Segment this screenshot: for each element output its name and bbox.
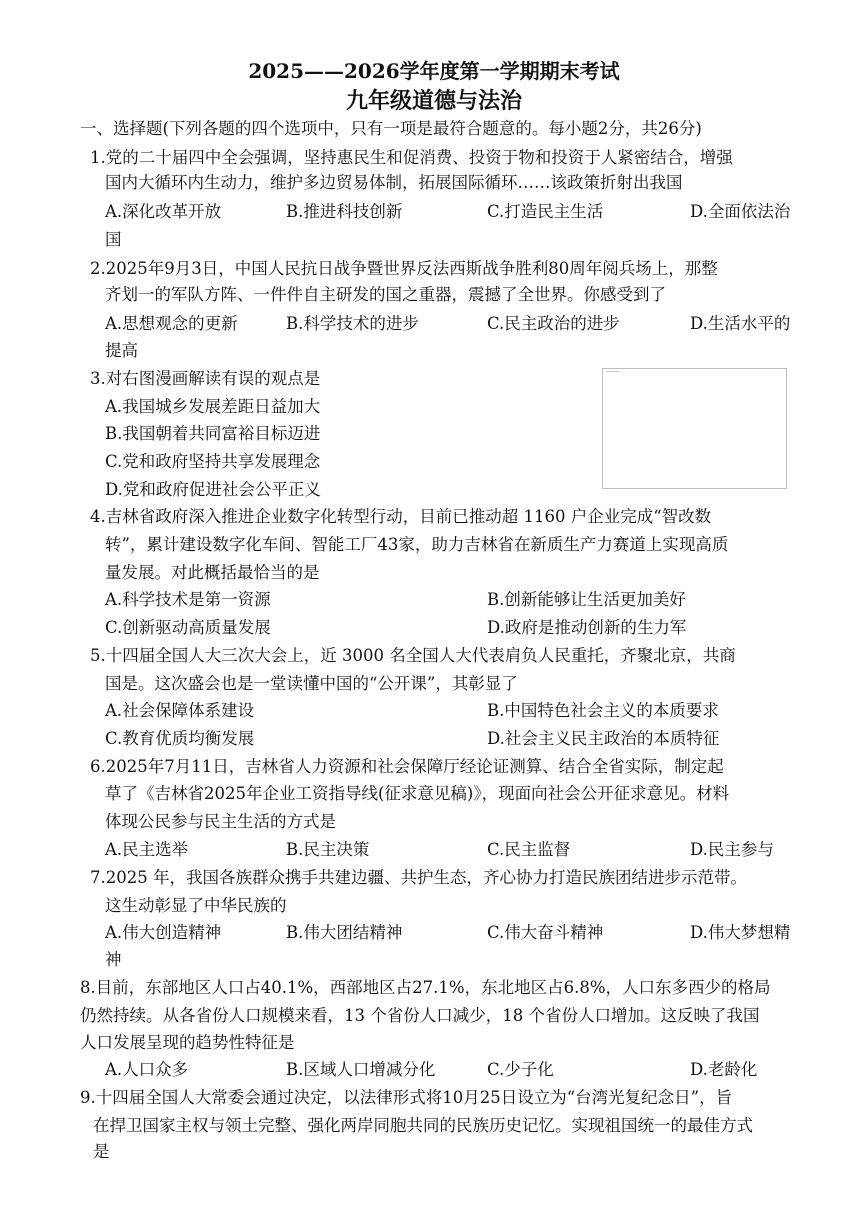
question-stem-line: 国是。这次盛会也是一堂读懂中国的“公开课”，其彰显了 xyxy=(105,674,518,693)
question-stem-line: 2.2025年9月3日，中国人民抗日战争暨世界反法西斯战争胜利80周年阅兵场上，那整 xyxy=(90,259,718,278)
option-b: B.科学技术的进步 xyxy=(286,314,419,333)
option-d: D.民主参与 xyxy=(690,840,774,859)
option-a: A.思想观念的更新 xyxy=(105,314,238,333)
comic-image xyxy=(602,368,787,489)
option-b: B.中国特色社会主义的本质要求 xyxy=(487,701,719,720)
question-stem-line: 齐划一的军队方阵、一件件自主研发的国之重器，震撼了全世界。你感受到了 xyxy=(105,285,666,304)
option-b: B.推进科技创新 xyxy=(286,202,403,221)
question-stem-line: 3.对右图漫画解读有误的观点是 xyxy=(90,369,321,388)
question-stem-line: 是 xyxy=(93,1142,110,1161)
option-a: A.人口众多 xyxy=(105,1060,189,1079)
option-d: D.党和政府促进社会公平正义 xyxy=(105,480,321,499)
question-stem-line: 转”，累计建设数字化车间、智能工厂43家，助力吉林省在新质生产力赛道上实现高质 xyxy=(105,535,729,554)
option-d: D.伟大梦想精 xyxy=(690,923,791,942)
option-b: B.伟大团结精神 xyxy=(286,923,403,942)
question-stem-line: 1.党的二十届四中全会强调，坚持惠民生和促消费、投资于物和投资于人紧密结合，增强 xyxy=(90,148,733,167)
section-heading: 一、选择题(下列各题的四个选项中，只有一项是最符合题意的。每小题2分，共26分) xyxy=(80,119,702,138)
question-stem-line: 8.目前，东部地区人口占40.1%，西部地区占27.1%，东北地区占6.8%，人口东多西少的格局 xyxy=(80,978,771,997)
option-a: A.民主选举 xyxy=(105,840,189,859)
option-wrap: 提高 xyxy=(105,341,138,360)
option-d: D.社会主义民主政治的本质特征 xyxy=(487,729,720,748)
option-b: B.我国朝着共同富裕目标迈进 xyxy=(105,424,321,443)
option-d: D.政府是推动创新的生力军 xyxy=(487,618,687,637)
option-c: C.教育优质均衡发展 xyxy=(105,729,255,748)
option-wrap: 神 xyxy=(105,950,122,969)
question-stem-line: 这生动彰显了中华民族的 xyxy=(105,896,287,915)
question-stem-line: 6.2025年7月11日，吉林省人力资源和社会保障厅经论证测算、结合全省实际，制定起 xyxy=(90,757,724,776)
option-c: C.民主监督 xyxy=(487,840,571,859)
option-c: C.民主政治的进步 xyxy=(487,314,620,333)
option-c: C.创新驱动高质量发展 xyxy=(105,618,271,637)
subject-title: 九年级道德与法治 xyxy=(345,88,522,114)
option-d: D.全面依法治 xyxy=(690,202,791,221)
question-stem-line: 4.吉林省政府深入推进企业数字化转型行动，目前已推动超 1160 户企业完成“智改数 xyxy=(90,507,712,526)
option-c: C.伟大奋斗精神 xyxy=(487,923,604,942)
option-c: C.党和政府坚持共享发展理念 xyxy=(105,452,321,471)
option-a: A.我国城乡发展差距日益加大 xyxy=(105,397,321,416)
question-stem-line: 仍然持续。从各省份人口规模来看，13 个省份人口减少，18 个省份人口增加。这反映了我国 xyxy=(80,1006,760,1025)
question-stem-line: 9.十四届全国人大常委会通过决定，以法律形式将10月25日设立为“台湾光复纪念日”，旨 xyxy=(80,1088,733,1107)
option-a: A.科学技术是第一资源 xyxy=(105,590,271,609)
option-c: C.少子化 xyxy=(487,1060,554,1079)
question-stem-line: 量发展。对此概括最恰当的是 xyxy=(105,563,320,582)
option-b: B.创新能够让生活更加美好 xyxy=(487,590,686,609)
question-stem-line: 7.2025 年，我国各族群众携手共建边疆、共护生态，齐心协力打造民族团结进步示范带。 xyxy=(90,868,747,887)
option-b: B.区域人口增减分化 xyxy=(286,1060,436,1079)
question-stem-line: 草了《吉林省2025年企业工资指导线(征求意见稿)》，现面向社会公开征求意见。材料 xyxy=(105,784,730,803)
image-placeholder-mark xyxy=(606,371,620,375)
question-stem-line: 人口发展呈现的趋势性特征是 xyxy=(80,1033,295,1052)
option-a: A.深化改革开放 xyxy=(105,202,222,221)
exam-title: 2025——2026学年度第一学期期末考试 xyxy=(248,59,620,83)
question-stem-line: 体现公民参与民主生活的方式是 xyxy=(105,812,336,831)
option-a: A.伟大创造精神 xyxy=(105,923,222,942)
option-c: C.打造民主生活 xyxy=(487,202,604,221)
question-stem-line: 在捍卫国家主权与领土完整、强化两岸同胞共同的民族历史记忆。实现祖国统一的最佳方式 xyxy=(93,1116,753,1135)
question-stem-line: 国内大循环内生动力，维护多边贸易体制，拓展国际循环……该政策折射出我国 xyxy=(105,173,683,192)
option-a: A.社会保障体系建设 xyxy=(105,701,255,720)
option-b: B.民主决策 xyxy=(286,840,370,859)
option-wrap: 国 xyxy=(105,230,122,249)
option-d: D.生活水平的 xyxy=(690,314,791,333)
question-stem-line: 5.十四届全国人大三次大会上，近 3000 名全国人大代表肩负人民重托，齐聚北京，共商 xyxy=(90,646,736,665)
option-d: D.老龄化 xyxy=(690,1060,758,1079)
